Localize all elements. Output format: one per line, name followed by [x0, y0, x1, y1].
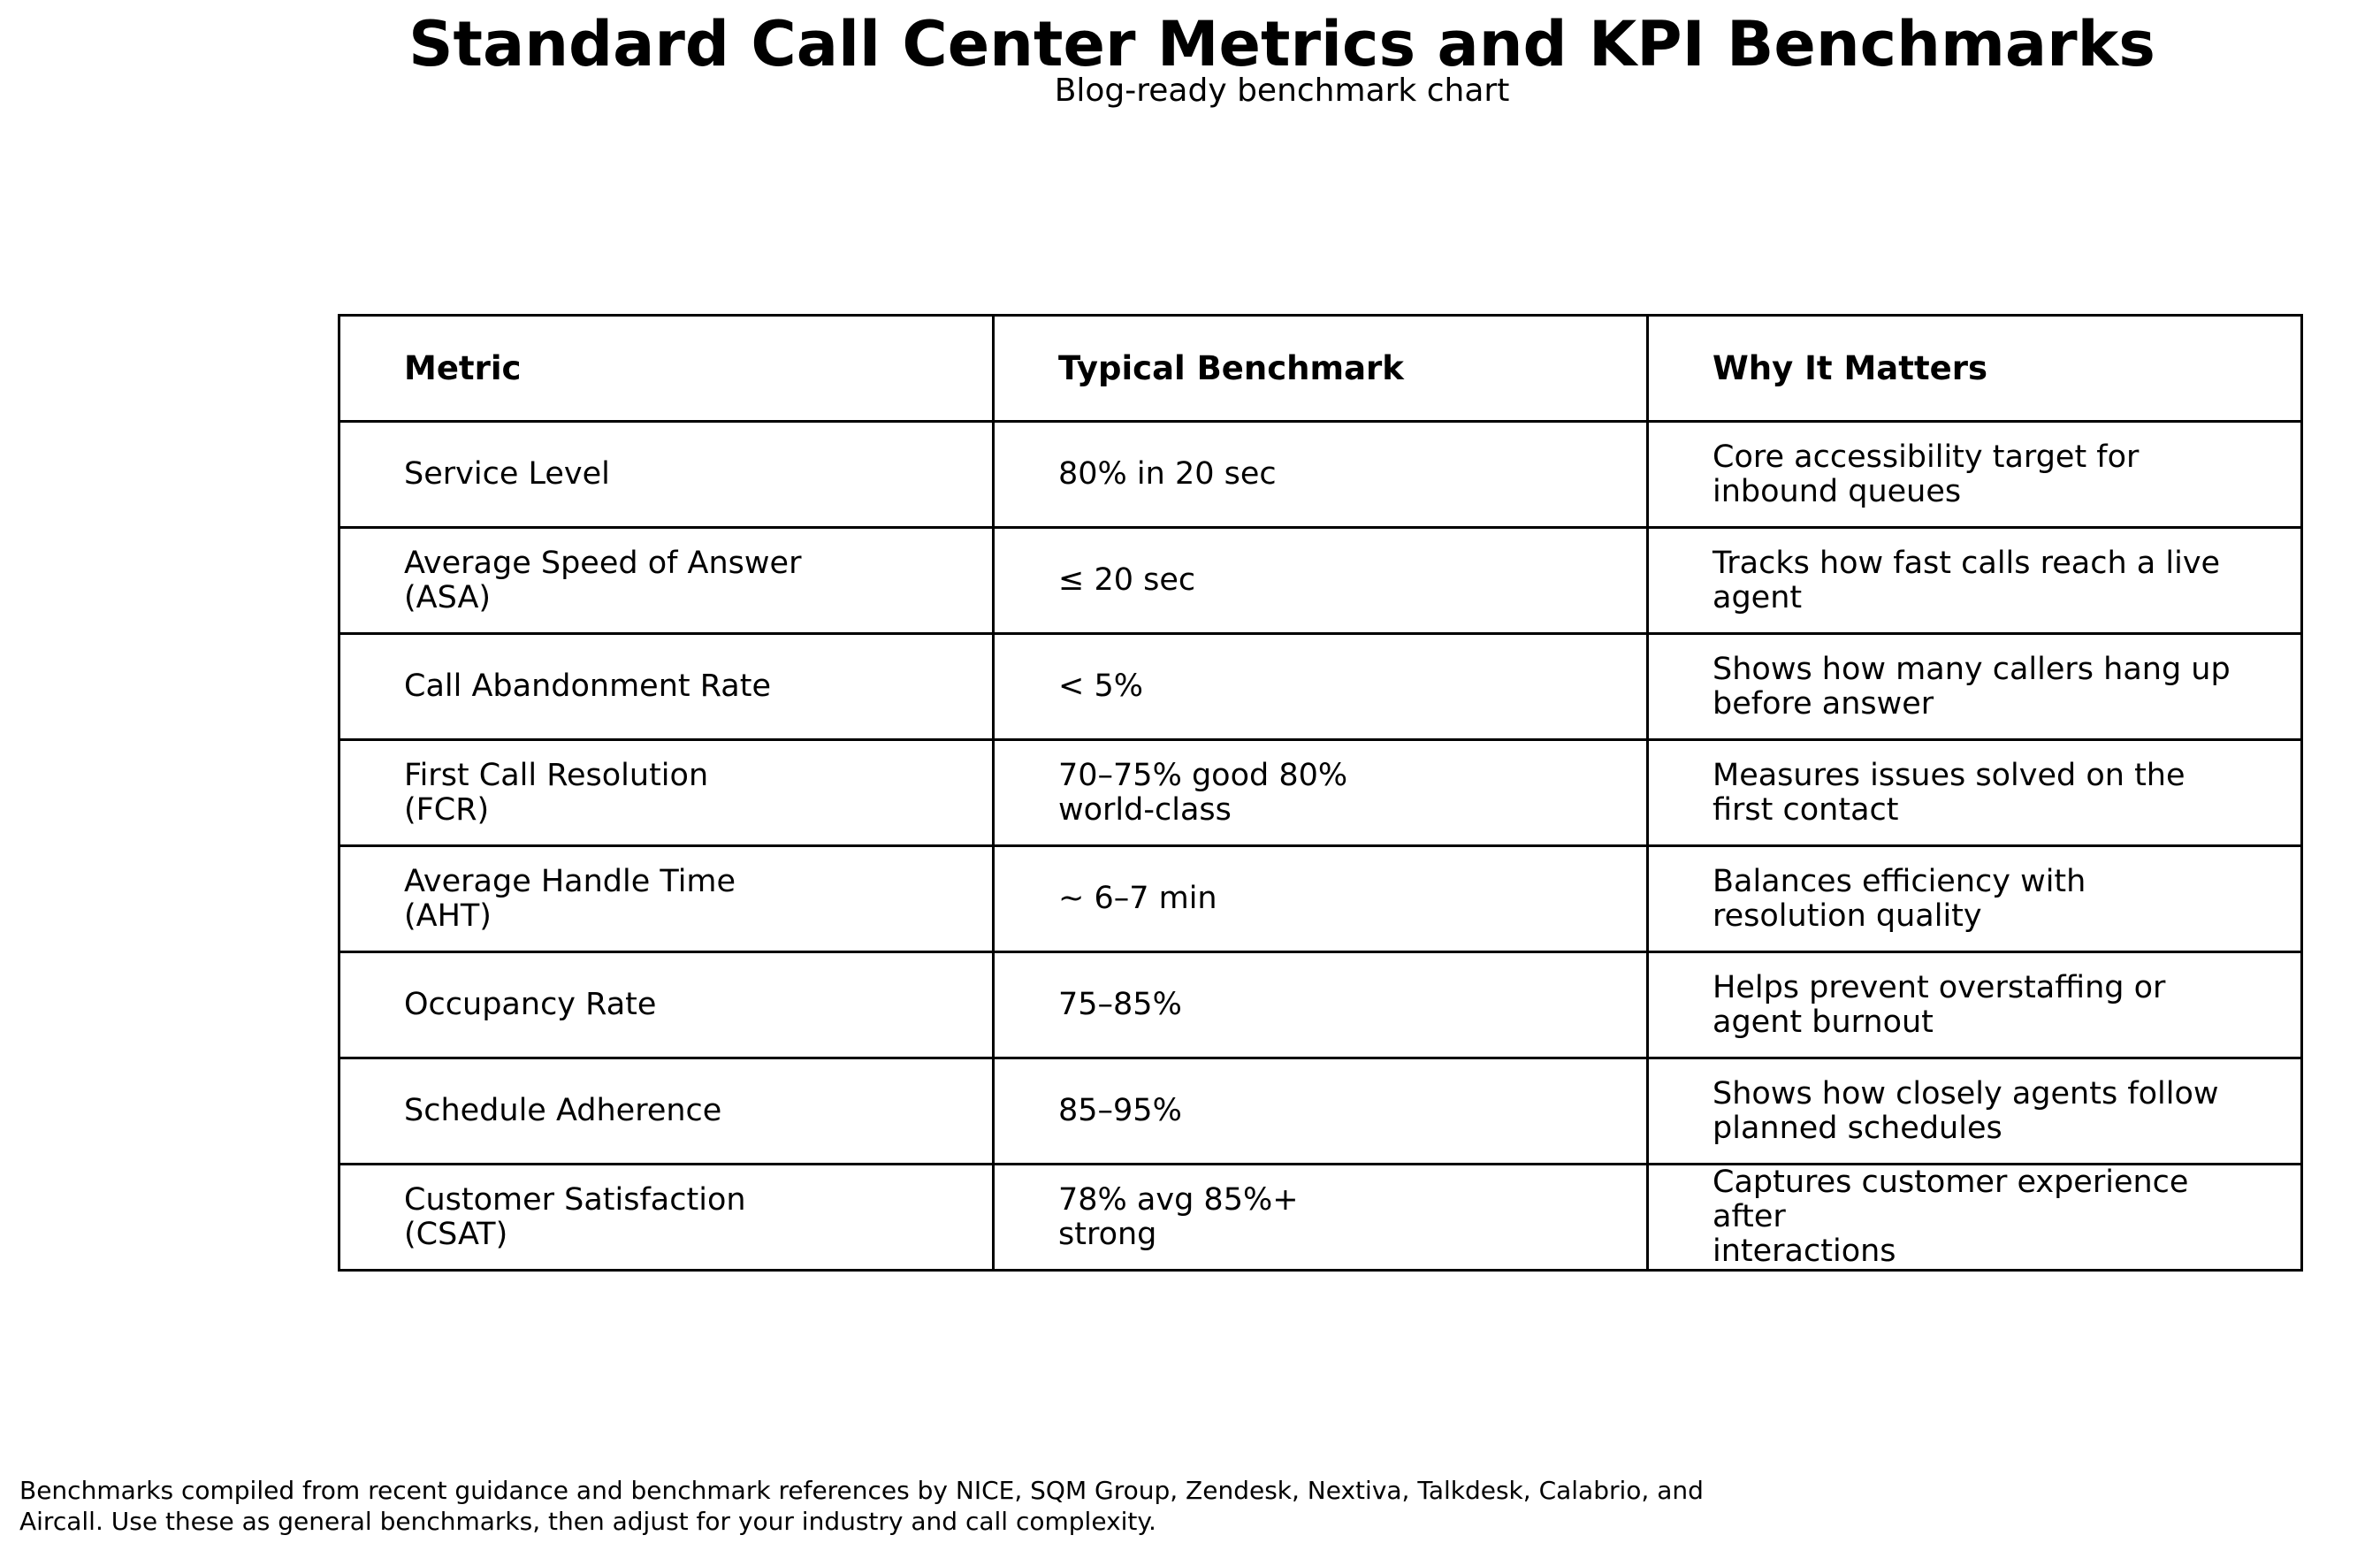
table-header [339, 316, 2302, 422]
source-footnote: Benchmarks compiled from recent guidance and benchmark references by NICE, SQM Group, Zendesk, Nextiva, Talkdesk, Calabrio, and Aircall. Use these as general benchmarks, then adjust for your industry and call complexity. [19, 1476, 1704, 1536]
table-row [339, 846, 2302, 952]
column-header-metric: Metric [339, 316, 994, 422]
why-cell: Shows how many callers hang up before answer [1648, 634, 2302, 740]
benchmark-cell: 78% avg 85%+ strong [994, 1165, 1648, 1271]
benchmark-cell: 80% in 20 sec [994, 422, 1648, 528]
table-row [339, 422, 2302, 528]
table-row [339, 634, 2302, 740]
benchmark-cell: 85–95% [994, 1058, 1648, 1165]
metric-cell: Occupancy Rate [339, 952, 994, 1058]
why-cell: Shows how closely agents follow planned schedules [1648, 1058, 2302, 1165]
table-row [339, 528, 2302, 634]
benchmark-cell: 75–85% [994, 952, 1648, 1058]
metric-cell: Average Handle Time (AHT) [339, 846, 994, 952]
why-cell: Tracks how fast calls reach a live agent [1648, 528, 2302, 634]
benchmark-cell: ~ 6–7 min [994, 846, 1648, 952]
table-body [339, 422, 2302, 1271]
why-cell: Captures customer experience after interactions [1648, 1165, 2302, 1271]
benchmark-cell: < 5% [994, 634, 1648, 740]
chart-subtitle: Blog-ready benchmark chart [1054, 73, 1510, 109]
benchmark-cell: 70–75% good 80% world-class [994, 740, 1648, 846]
metric-cell: Call Abandonment Rate [339, 634, 994, 740]
table-row [339, 1058, 2302, 1165]
why-cell: Measures issues solved on the first contact [1648, 740, 2302, 846]
table-row [339, 740, 2302, 846]
benchmark-table [338, 314, 2303, 1272]
table-row [339, 1165, 2302, 1271]
column-header-why-it-matters: Why It Matters [1648, 316, 2302, 422]
metric-cell: Average Speed of Answer (ASA) [339, 528, 994, 634]
column-header-typical-benchmark: Typical Benchmark [994, 316, 1648, 422]
metric-cell: First Call Resolution (FCR) [339, 740, 994, 846]
chart-title: Standard Call Center Metrics and KPI Benchmarks [408, 8, 2155, 80]
metric-cell: Schedule Adherence [339, 1058, 994, 1165]
header-row [339, 316, 2302, 422]
why-cell: Core accessibility target for inbound queues [1648, 422, 2302, 528]
metric-cell: Customer Satisfaction (CSAT) [339, 1165, 994, 1271]
benchmark-cell: ≤ 20 sec [994, 528, 1648, 634]
why-cell: Balances efficiency with resolution quality [1648, 846, 2302, 952]
why-cell: Helps prevent overstaffing or agent burnout [1648, 952, 2302, 1058]
metric-cell: Service Level [339, 422, 994, 528]
table-row [339, 952, 2302, 1058]
